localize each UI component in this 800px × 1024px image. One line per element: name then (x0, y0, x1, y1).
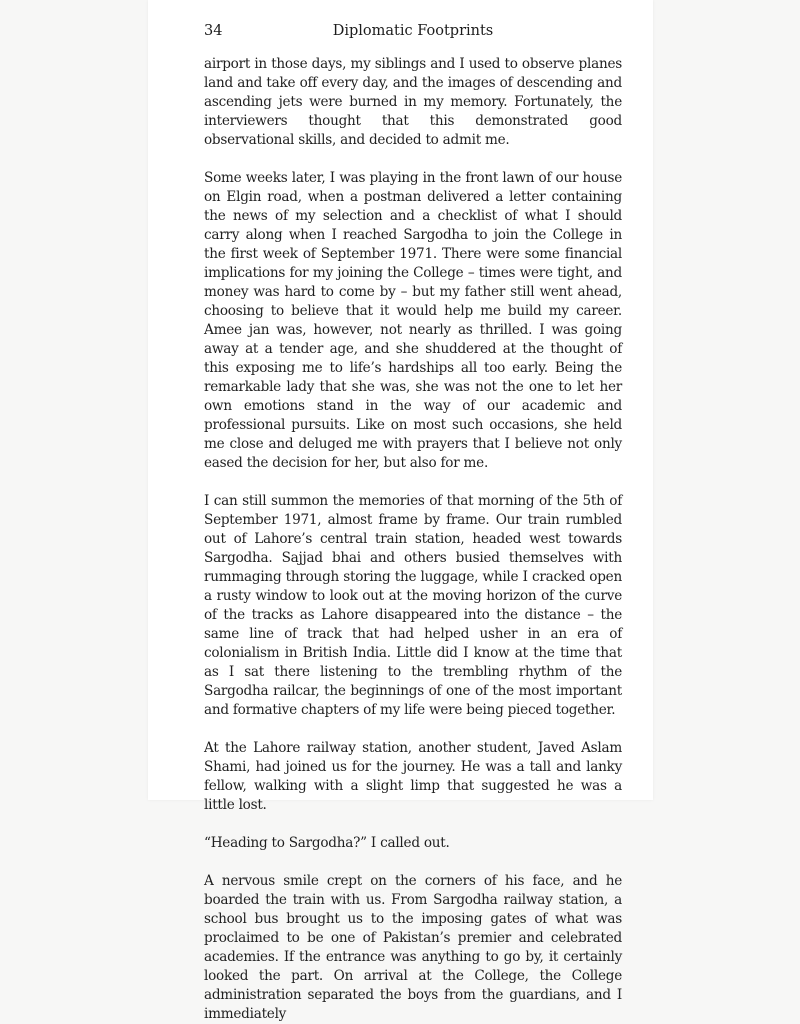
running-title: Diplomatic Footprints (332, 23, 494, 39)
paragraph: A nervous smile crept on the corners of his face, and he boarded the train with us. From Sargodha railway station, a school bus brought us to the imposing gates of what was proclaimed to be one of Pakistan’s premier and celebrated academies. If the entrance was anything to go by, it certainly looked the part. On arrival at the College, the College administration separated the boys from the guardians, and I immediately (204, 873, 622, 1022)
body-text (204, 55, 622, 1024)
paragraph: At the Lahore railway station, another student, Javed Aslam Shami, had joined us for the journey. He was a tall and lanky fellow, walking with a slight limp that suggested he was a little lost. (204, 740, 622, 813)
page-header (204, 23, 622, 45)
dialogue-line: “Heading to Sargodha?” I called out. (204, 835, 450, 851)
page-number: 34 (204, 23, 223, 39)
paragraph: airport in those days, my siblings and I used to observe planes land and take off every day, and the images of descending and ascending jets were burned in my memory. Fortunately, the interviewers thought that this demonstrated good observational skills, and decided to admit me. (204, 56, 622, 148)
book-page (148, 0, 653, 1022)
paragraph: I can still summon the memories of that morning of the 5th of September 1971, almost frame by frame. Our train rumbled out of Lahore’s central train station, headed west towards Sargodha. Sajjad bhai and others busied themselves with rummaging through storing the luggage, while I cracked open a rusty window to look out at the moving horizon of the curve of the tracks as Lahore disappeared into the distance – the same line of track that had helped usher in an era of colonialism in British India. Little did I know at the time that as I sat there listening to the trembling rhythm of the Sargodha railcar, the beginnings of one of the most important and formative chapters of my life were being pieced together. (204, 493, 622, 718)
paragraph: Some weeks later, I was playing in the front lawn of our house on Elgin road, when a postman delivered a letter containing the news of my selection and a checklist of what I should carry along when I reached Sargodha to join the College in the first week of September 1971. There were some financial implications for my joining the College – times were tight, and money was hard to come by – but my father still went ahead, choosing to believe that it would help me build my career. Amee jan was, however, not nearly as thrilled. I was going away at a tender age, and she shuddered at the thought of this exposing me to life’s hardships all too early. Being the remarkable lady that she was, she was not the one to let her own emotions stand in the way of our academic and professional pursuits. Like on most such occasions, she held me close and deluged me with prayers that I believe not only eased the decision for her, but also for me. (204, 170, 622, 471)
